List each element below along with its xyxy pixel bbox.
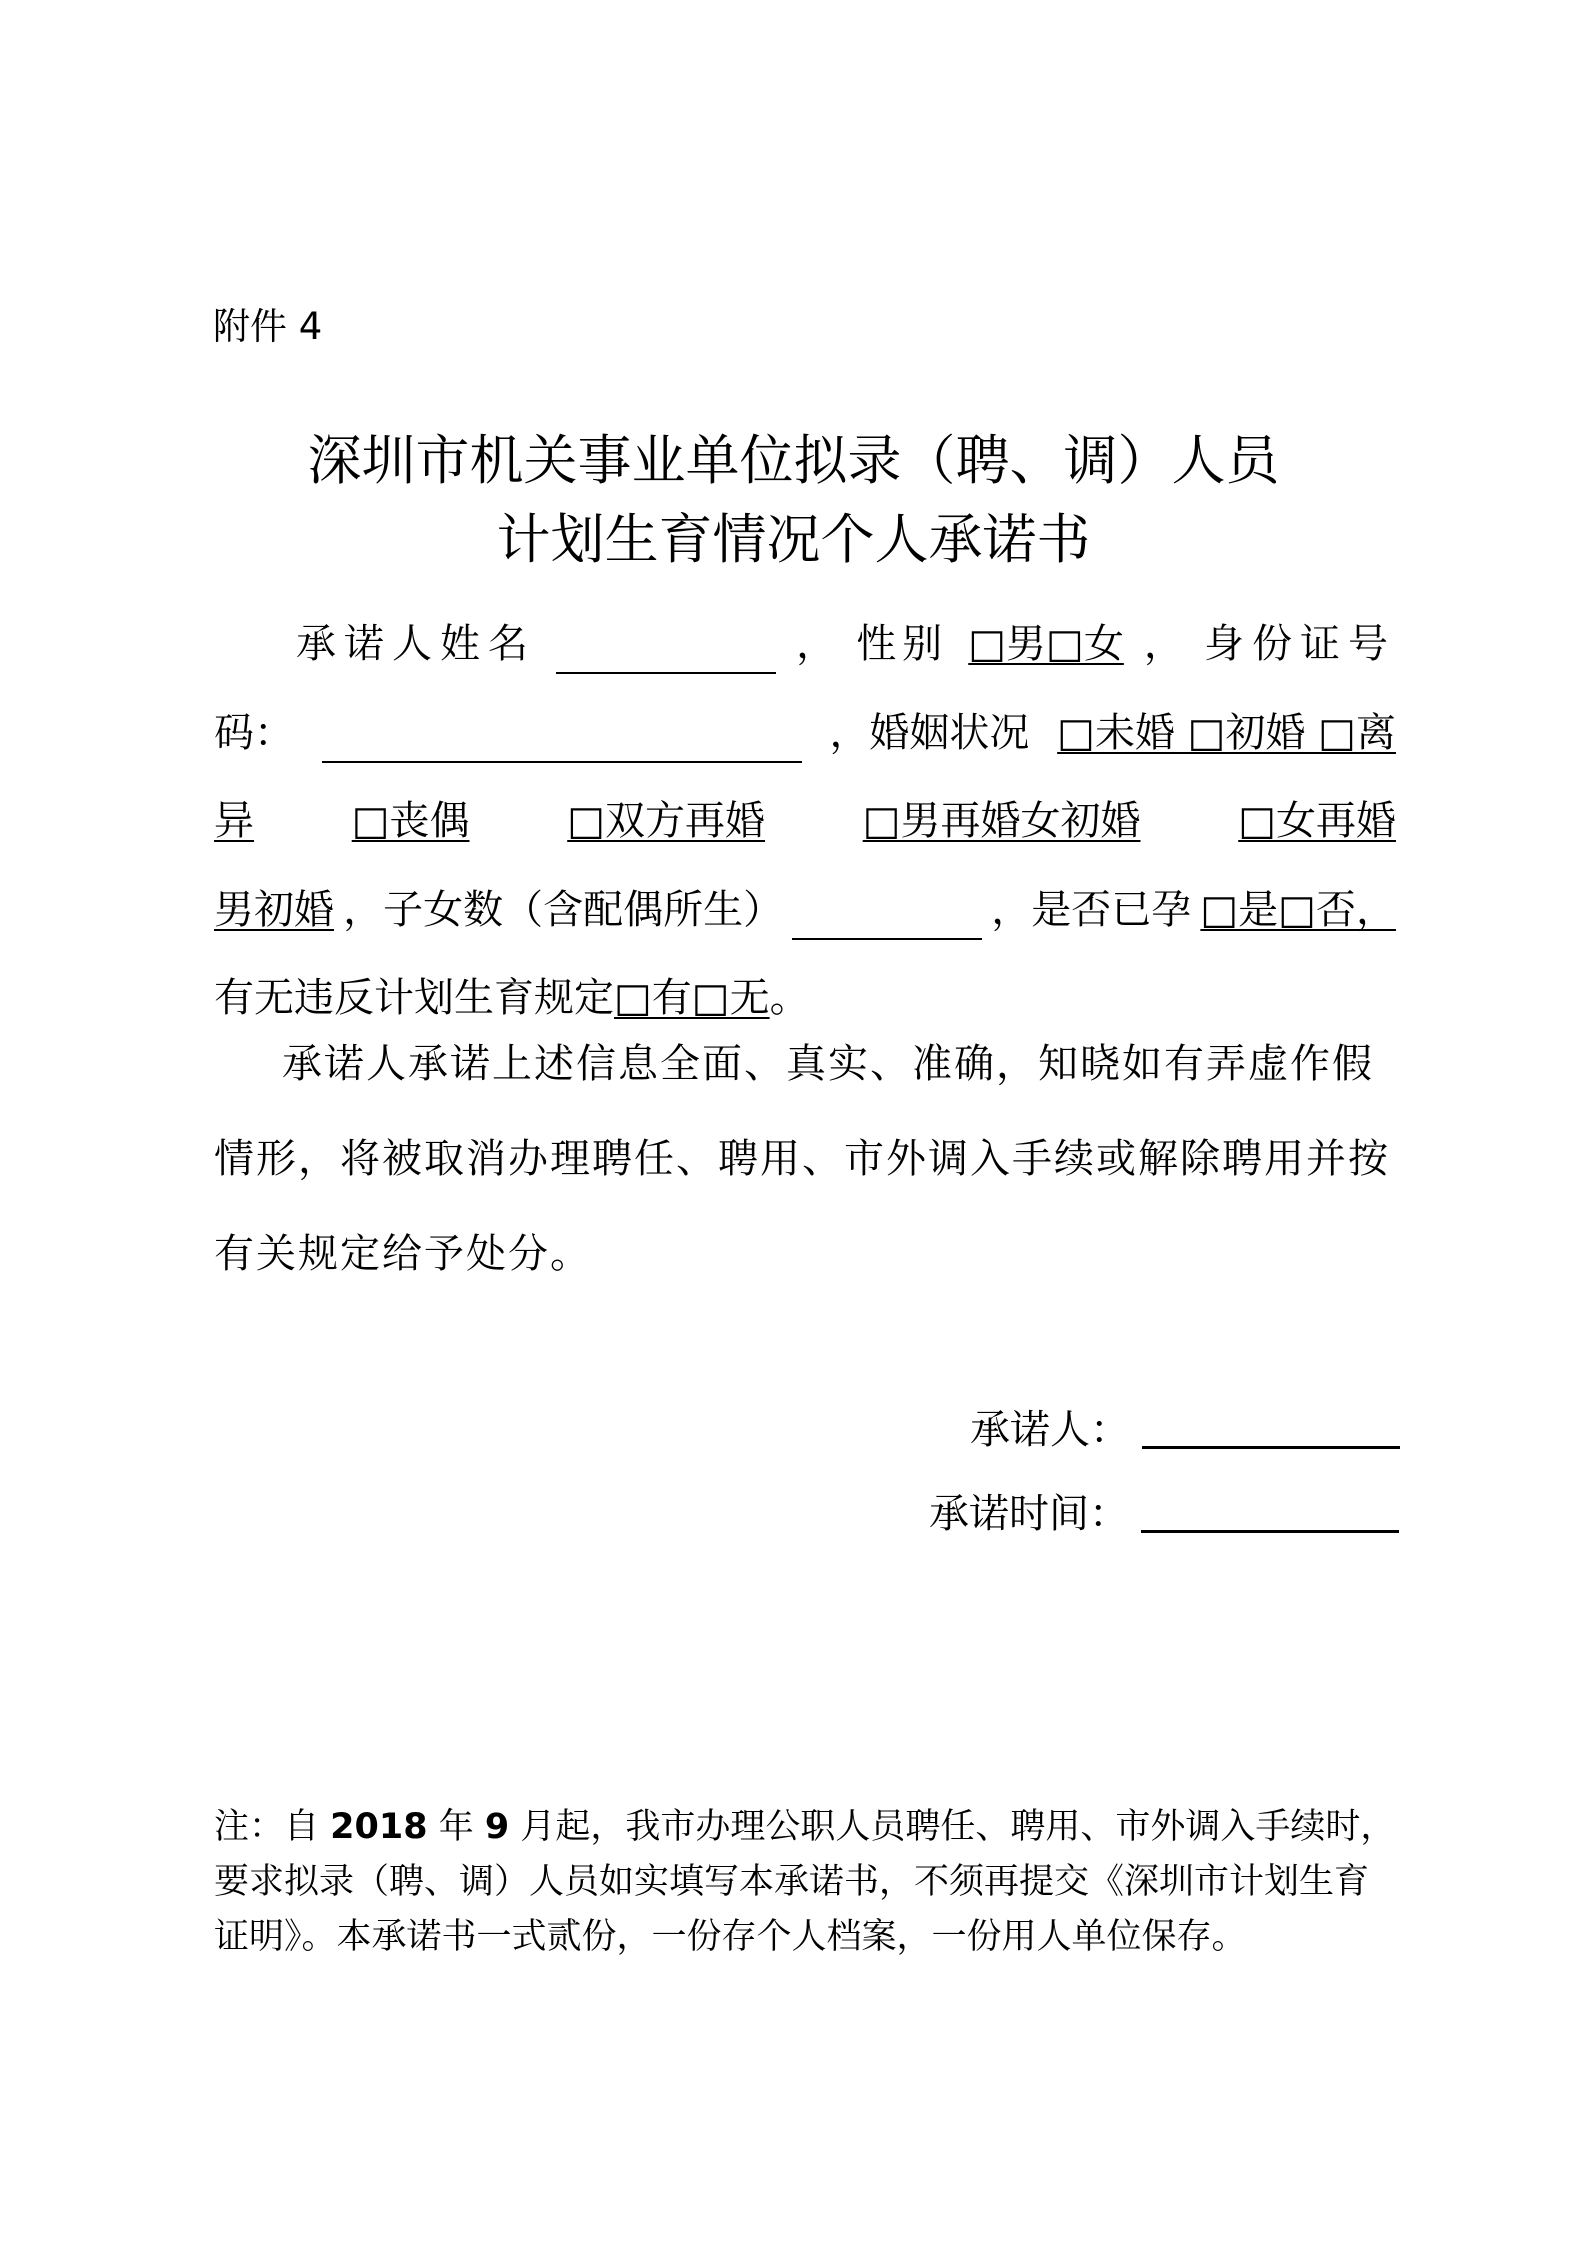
pledger-label: 承诺人： [970,1407,1130,1453]
marital-status-label: ，婚姻状况 [829,710,1030,756]
marital-option-widowed[interactable]: □丧偶 [351,798,470,844]
id-number-field[interactable] [322,715,802,763]
comma: ， [1143,621,1184,667]
marital-options-1[interactable]: □未婚 □初婚 □离 [1057,710,1396,756]
note-prefix: 注：自 [214,1807,331,1847]
marital-option-divorced-end[interactable]: 异 [214,798,254,844]
children-count-field[interactable] [792,892,982,940]
document-title-line-2: 计划生育情况个人承诺书 [496,508,1091,571]
footnote [214,1800,1396,1965]
id-number-label-cont: 码： [214,710,294,756]
annex-label: 附件 4 [213,305,323,348]
form-line-5 [214,948,1396,1028]
gender-options[interactable]: □男□女 [968,621,1124,667]
document-title-line-1: 深圳市机关事业单位拟录（聘、调）人员 [307,429,1280,492]
marital-option-female-remarried-end[interactable]: 男初婚 [214,887,334,933]
children-count-label: ，子女数（含配偶所生） [343,887,784,933]
pregnant-options[interactable]: □是□否， [1200,887,1396,933]
violation-label: 有无违反计划生育规定 [214,975,614,1021]
pledger-field[interactable] [1142,1444,1400,1449]
note-month: 9 [484,1807,510,1847]
form-line-3 [214,771,1396,851]
note-rest: 月起，我市办理公职人员聘任、聘用、市外调入手续时，要求拟录（聘、调）人员如实填写本承诺书，不须再提交《深圳市计划生育证明》。本承诺书一式贰份，一份存个人档案，一份用人单位保存。 [214,1807,1396,1957]
note-mid: 年 [427,1807,485,1847]
form-line-4 [214,860,1396,940]
comma: ， [796,621,837,667]
pledge-paragraph: 承诺人承诺上述信息全面、真实、准确，知晓如有弄虚作假情形，将被取消办理聘任、聘用、市外调入手续或解除聘用并按有关规定给予处分。 [214,1041,1390,1277]
form-line-2 [214,683,1396,763]
pledge-date-field[interactable] [1141,1528,1399,1533]
name-field[interactable] [556,626,776,674]
gender-label: 性别 [856,621,949,667]
pledge-date-label: 承诺时间： [929,1491,1129,1537]
pregnant-label: ，是否已孕 [991,887,1192,933]
pledge-date-row [929,1482,1399,1539]
marital-option-female-remarried[interactable]: □女再婚 [1238,798,1396,844]
violation-options[interactable]: □有□无 [614,975,770,1021]
form-line-1 [296,594,1396,674]
marital-option-both-remarried[interactable]: □双方再婚 [567,798,765,844]
note-year: 2018 [330,1807,428,1847]
marital-option-male-remarried[interactable]: □男再婚女初婚 [862,798,1141,844]
pledger-signature-row [970,1398,1400,1455]
period: 。 [769,975,810,1021]
name-label: 承诺人姓名 [296,621,536,667]
id-number-label: 身份证号 [1203,621,1396,667]
